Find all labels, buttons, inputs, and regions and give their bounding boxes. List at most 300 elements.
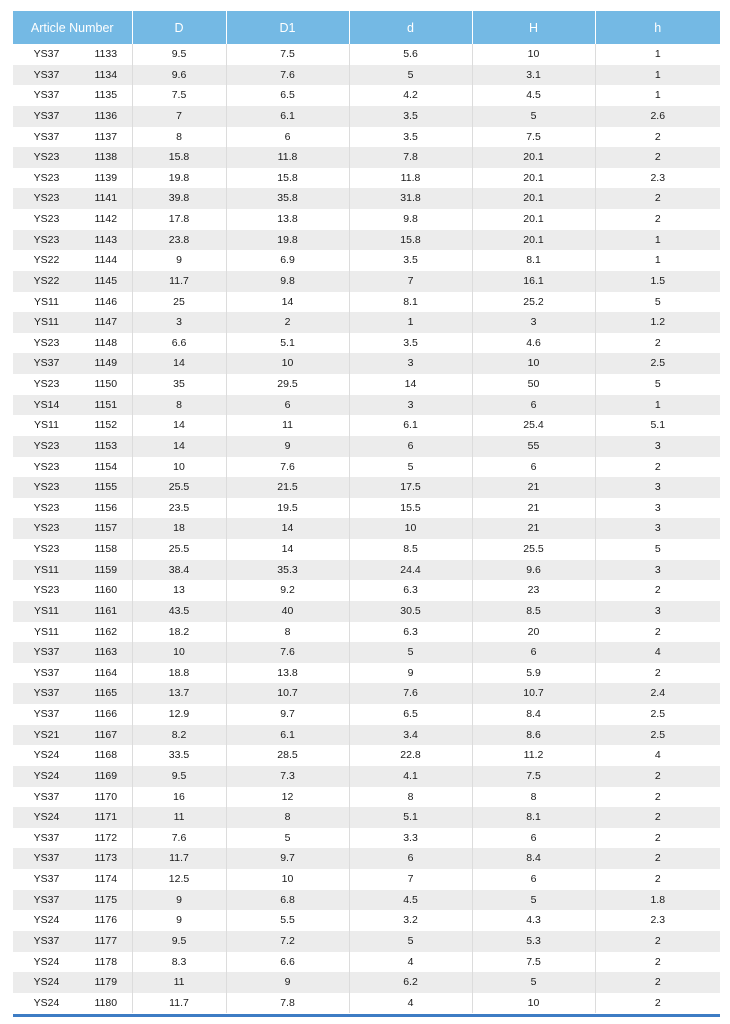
cell-D: 25.5 — [132, 539, 226, 560]
cell-article-no: 1152 — [80, 415, 132, 436]
cell-d: 7.6 — [349, 683, 472, 704]
cell-D: 8 — [132, 127, 226, 148]
cell-series: YS37 — [13, 683, 80, 704]
cell-D1: 11 — [226, 415, 349, 436]
cell-D1: 7.6 — [226, 65, 349, 86]
cell-article-no: 1170 — [80, 787, 132, 808]
cell-series: YS37 — [33, 790, 60, 803]
article-dimensions-table — [13, 11, 720, 1013]
cell-h: 2 — [654, 873, 661, 886]
cell-D1: 7.3 — [226, 766, 349, 787]
cell-D: 14 — [132, 353, 226, 374]
cell-series: YS23 — [13, 188, 80, 209]
cell-D1: 6.1 — [226, 725, 349, 746]
cell-h: 5 — [654, 543, 661, 556]
cell-H: 25.2 — [472, 292, 595, 313]
table-row — [13, 745, 720, 766]
table-row — [13, 518, 720, 539]
cell-D: 23.8 — [132, 230, 226, 251]
table-row — [13, 952, 720, 973]
table-row — [13, 292, 720, 313]
cell-series: YS21 — [13, 725, 80, 746]
cell-series: YS11 — [13, 312, 80, 333]
cell-H: 9.6 — [472, 560, 595, 581]
cell-h: 4 — [654, 749, 661, 762]
cell-D1: 9.7 — [226, 848, 349, 869]
header-h: h — [595, 11, 720, 44]
cell-article-no: 1169 — [80, 766, 132, 787]
cell-article-no: 1165 — [80, 683, 132, 704]
cell-article-no: 1149 — [80, 353, 132, 374]
cell-series: YS11 — [13, 560, 80, 581]
cell-series: YS23 — [13, 477, 80, 498]
cell-article-no: 1160 — [80, 580, 132, 601]
cell-article-no: 1139 — [80, 168, 132, 189]
cell-H: 16.1 — [472, 271, 595, 292]
cell-D: 9 — [132, 890, 226, 911]
cell-series: YS37 — [33, 708, 60, 721]
cell-D: 9 — [132, 250, 226, 271]
cell-d: 7 — [349, 869, 472, 890]
cell-series: YS11 — [13, 601, 80, 622]
cell-D: 11.7 — [132, 993, 226, 1014]
cell-D1: 6.9 — [226, 250, 349, 271]
cell-h: 2 — [654, 336, 661, 349]
cell-D1: 7.6 — [226, 457, 349, 478]
cell-article-no: 1156 — [80, 498, 132, 519]
cell-D: 19.8 — [132, 168, 226, 189]
cell-H: 7.5 — [472, 127, 595, 148]
cell-article-no: 1180 — [80, 993, 132, 1014]
table-row — [13, 642, 720, 663]
cell-article-no: 1166 — [80, 704, 132, 725]
cell-article-no: 1134 — [80, 65, 132, 86]
cell-D: 7 — [132, 106, 226, 127]
table-row — [13, 209, 720, 230]
cell-d: 4.5 — [349, 890, 472, 911]
table-row — [13, 353, 720, 374]
cell-series: YS37 — [33, 130, 60, 143]
cell-series: YS23 — [33, 213, 60, 226]
cell-series: YS37 — [33, 48, 60, 61]
cell-D: 14 — [132, 415, 226, 436]
table-row — [13, 560, 720, 581]
table-row — [13, 601, 720, 622]
cell-h: 2.3 — [650, 171, 666, 184]
cell-H: 10.7 — [472, 683, 595, 704]
header-D: D — [132, 11, 226, 44]
cell-D1: 14 — [226, 292, 349, 313]
table-row — [13, 457, 720, 478]
cell-H: 21 — [472, 477, 595, 498]
table-header-row — [13, 11, 720, 44]
cell-article-no: 1163 — [80, 642, 132, 663]
cell-h: 1 — [595, 230, 720, 251]
cell-H: 4.5 — [472, 85, 595, 106]
cell-h: 2 — [595, 807, 720, 828]
cell-H: 10 — [472, 44, 595, 65]
cell-D1: 19.5 — [226, 498, 349, 519]
cell-series: YS37 — [13, 931, 80, 952]
cell-h: 2 — [595, 188, 720, 209]
cell-series: YS24 — [33, 914, 60, 927]
table-row — [13, 725, 720, 746]
cell-series: YS37 — [13, 890, 80, 911]
cell-h: 5 — [654, 295, 661, 308]
cell-H: 6 — [472, 642, 595, 663]
cell-article-no: 1154 — [80, 457, 132, 478]
cell-H: 7.5 — [472, 766, 595, 787]
cell-D: 16 — [132, 787, 226, 808]
cell-D1: 35.8 — [226, 188, 349, 209]
cell-article-no: 1151 — [80, 395, 132, 416]
table-row — [13, 807, 720, 828]
cell-d: 3.5 — [349, 250, 472, 271]
table-row — [13, 683, 720, 704]
cell-D: 43.5 — [132, 601, 226, 622]
cell-H: 20.1 — [472, 188, 595, 209]
cell-d: 30.5 — [349, 601, 472, 622]
cell-H: 8.1 — [472, 250, 595, 271]
cell-h: 2 — [595, 972, 720, 993]
cell-h: 2 — [595, 766, 720, 787]
cell-D1: 8 — [226, 622, 349, 643]
cell-H: 8.6 — [472, 725, 595, 746]
table-row — [13, 477, 720, 498]
cell-D: 23.5 — [132, 498, 226, 519]
cell-D: 9 — [132, 910, 226, 931]
cell-d: 6.3 — [349, 580, 472, 601]
cell-article-no: 1179 — [80, 972, 132, 993]
table-row — [13, 230, 720, 251]
cell-article-no: 1143 — [80, 230, 132, 251]
cell-D: 7.6 — [132, 828, 226, 849]
cell-d: 31.8 — [349, 188, 472, 209]
cell-article-no: 1141 — [80, 188, 132, 209]
cell-series: YS24 — [13, 972, 80, 993]
cell-d: 5 — [349, 931, 472, 952]
cell-H: 20.1 — [472, 209, 595, 230]
table-row — [13, 312, 720, 333]
cell-d: 11.8 — [349, 168, 472, 189]
cell-d: 15.8 — [349, 230, 472, 251]
cell-article-no: 1136 — [80, 106, 132, 127]
cell-d: 5 — [349, 457, 472, 478]
cell-h: 2.6 — [595, 106, 720, 127]
cell-D: 12.5 — [132, 869, 226, 890]
cell-H: 8.1 — [472, 807, 595, 828]
cell-article-no: 1150 — [80, 374, 132, 395]
cell-D: 11.7 — [132, 271, 226, 292]
cell-article-no: 1174 — [80, 869, 132, 890]
cell-D1: 35.3 — [226, 560, 349, 581]
cell-series: YS23 — [33, 501, 60, 514]
cell-h: 1 — [595, 65, 720, 86]
cell-D1: 6.8 — [226, 890, 349, 911]
table-row — [13, 333, 720, 354]
cell-h: 2 — [654, 130, 661, 143]
cell-series: YS22 — [13, 271, 80, 292]
cell-d: 6.2 — [349, 972, 472, 993]
cell-D1: 29.5 — [226, 374, 349, 395]
cell-article-no: 1172 — [80, 828, 132, 849]
cell-article-no: 1162 — [80, 622, 132, 643]
cell-h: 2.4 — [595, 683, 720, 704]
cell-D1: 5 — [226, 828, 349, 849]
cell-D1: 40 — [226, 601, 349, 622]
table-row — [13, 415, 720, 436]
article-table-container — [13, 11, 720, 1013]
cell-H: 5 — [472, 106, 595, 127]
cell-H: 21 — [472, 498, 595, 519]
cell-article-no: 1173 — [80, 848, 132, 869]
cell-D1: 6 — [226, 395, 349, 416]
cell-article-no: 1153 — [80, 436, 132, 457]
cell-D1: 5.5 — [226, 910, 349, 931]
cell-h: 2 — [654, 790, 661, 803]
cell-article-no: 1159 — [80, 560, 132, 581]
cell-D1: 6.5 — [226, 85, 349, 106]
cell-D: 9.5 — [132, 766, 226, 787]
table-row — [13, 890, 720, 911]
cell-D: 39.8 — [132, 188, 226, 209]
cell-D: 8.3 — [132, 952, 226, 973]
table-row — [13, 787, 720, 808]
cell-h: 2 — [595, 848, 720, 869]
cell-H: 23 — [472, 580, 595, 601]
cell-D: 13 — [132, 580, 226, 601]
cell-series: YS23 — [13, 230, 80, 251]
cell-article-no: 1175 — [80, 890, 132, 911]
table-row — [13, 622, 720, 643]
cell-h: 4 — [595, 642, 720, 663]
table-row — [13, 436, 720, 457]
cell-d: 4.1 — [349, 766, 472, 787]
cell-D1: 14 — [226, 539, 349, 560]
cell-H: 10 — [472, 353, 595, 374]
cell-H: 20.1 — [472, 147, 595, 168]
cell-H: 20.1 — [472, 168, 595, 189]
cell-D: 6.6 — [132, 333, 226, 354]
cell-D: 13.7 — [132, 683, 226, 704]
cell-d: 3.3 — [349, 828, 472, 849]
cell-D1: 15.8 — [226, 168, 349, 189]
table-row — [13, 910, 720, 931]
cell-D1: 14 — [226, 518, 349, 539]
cell-d: 8.1 — [349, 292, 472, 313]
table-row — [13, 766, 720, 787]
table-row — [13, 374, 720, 395]
cell-h: 2.3 — [650, 914, 666, 927]
cell-d: 5.6 — [349, 44, 472, 65]
cell-article-no: 1133 — [80, 44, 132, 65]
cell-h: 1.5 — [595, 271, 720, 292]
cell-D1: 9 — [226, 972, 349, 993]
cell-D1: 9.8 — [226, 271, 349, 292]
cell-h: 3 — [654, 501, 661, 514]
cell-H: 3.1 — [472, 65, 595, 86]
cell-H: 50 — [472, 374, 595, 395]
cell-article-no: 1155 — [80, 477, 132, 498]
cell-article-no: 1161 — [80, 601, 132, 622]
cell-d: 3.5 — [349, 106, 472, 127]
cell-D: 18.8 — [132, 663, 226, 684]
table-row — [13, 250, 720, 271]
cell-D1: 6 — [226, 127, 349, 148]
cell-H: 8.4 — [472, 704, 595, 725]
cell-h: 2.5 — [650, 708, 666, 721]
cell-h: 3 — [595, 436, 720, 457]
cell-series: YS24 — [33, 955, 60, 968]
cell-series: YS22 — [33, 254, 60, 267]
table-row — [13, 828, 720, 849]
table-row — [13, 395, 720, 416]
cell-d: 6 — [349, 436, 472, 457]
cell-d: 3.4 — [349, 725, 472, 746]
cell-d: 7.8 — [349, 147, 472, 168]
cell-D1: 13.8 — [226, 209, 349, 230]
cell-D1: 5.1 — [226, 333, 349, 354]
cell-article-no: 1171 — [80, 807, 132, 828]
cell-D1: 28.5 — [226, 745, 349, 766]
cell-d: 3.2 — [349, 910, 472, 931]
cell-d: 4 — [349, 952, 472, 973]
cell-D1: 7.8 — [226, 993, 349, 1014]
cell-d: 15.5 — [349, 498, 472, 519]
cell-d: 8.5 — [349, 539, 472, 560]
cell-series: YS37 — [13, 353, 80, 374]
cell-article-no: 1157 — [80, 518, 132, 539]
cell-d: 8 — [349, 787, 472, 808]
cell-D: 9.6 — [132, 65, 226, 86]
cell-H: 4.3 — [472, 910, 595, 931]
cell-h: 2 — [654, 831, 661, 844]
cell-D: 10 — [132, 642, 226, 663]
cell-d: 14 — [349, 374, 472, 395]
table-row — [13, 663, 720, 684]
table-row — [13, 972, 720, 993]
cell-article-no: 1167 — [80, 725, 132, 746]
table-row — [13, 848, 720, 869]
cell-series: YS23 — [33, 584, 60, 597]
cell-d: 6.3 — [349, 622, 472, 643]
cell-series: YS37 — [13, 65, 80, 86]
cell-D: 8 — [132, 395, 226, 416]
cell-D1: 9 — [226, 436, 349, 457]
cell-article-no: 1158 — [80, 539, 132, 560]
cell-article-no: 1176 — [80, 910, 132, 931]
cell-series: YS24 — [33, 996, 60, 1009]
cell-d: 4.2 — [349, 85, 472, 106]
cell-h: 1.2 — [595, 312, 720, 333]
cell-h: 1 — [595, 395, 720, 416]
cell-D: 12.9 — [132, 704, 226, 725]
cell-D: 14 — [132, 436, 226, 457]
cell-h: 3 — [595, 560, 720, 581]
cell-H: 3 — [472, 312, 595, 333]
cell-series: YS23 — [13, 436, 80, 457]
cell-D1: 12 — [226, 787, 349, 808]
cell-series: YS37 — [33, 873, 60, 886]
cell-H: 6 — [472, 457, 595, 478]
cell-h: 5 — [654, 378, 661, 391]
header-d: d — [349, 11, 472, 44]
cell-series: YS14 — [13, 395, 80, 416]
cell-H: 5 — [472, 972, 595, 993]
cell-d: 4 — [349, 993, 472, 1014]
cell-H: 8.5 — [472, 601, 595, 622]
table-row — [13, 147, 720, 168]
cell-article-no: 1147 — [80, 312, 132, 333]
cell-h: 3 — [595, 601, 720, 622]
cell-article-no: 1168 — [80, 745, 132, 766]
cell-d: 3 — [349, 353, 472, 374]
cell-D1: 21.5 — [226, 477, 349, 498]
cell-d: 17.5 — [349, 477, 472, 498]
table-row — [13, 168, 720, 189]
cell-D: 10 — [132, 457, 226, 478]
table-row — [13, 85, 720, 106]
cell-series: YS11 — [34, 625, 59, 638]
cell-H: 6 — [472, 869, 595, 890]
cell-article-no: 1138 — [80, 147, 132, 168]
cell-H: 20.1 — [472, 230, 595, 251]
table-row — [13, 271, 720, 292]
cell-D1: 9.2 — [226, 580, 349, 601]
table-row — [13, 106, 720, 127]
cell-series: YS23 — [13, 518, 80, 539]
cell-D: 9.5 — [132, 44, 226, 65]
cell-D1: 7.5 — [226, 44, 349, 65]
table-row — [13, 498, 720, 519]
cell-series: YS11 — [34, 295, 59, 308]
cell-h: 1 — [654, 48, 661, 61]
table-row — [13, 44, 720, 65]
cell-h: 2 — [654, 460, 661, 473]
cell-D1: 11.8 — [226, 147, 349, 168]
cell-d: 6.5 — [349, 704, 472, 725]
cell-article-no: 1146 — [80, 292, 132, 313]
cell-series: YS24 — [13, 766, 80, 787]
cell-H: 25.5 — [472, 539, 595, 560]
bottom-rule — [13, 1014, 720, 1017]
cell-h: 1.8 — [595, 890, 720, 911]
cell-H: 25.4 — [472, 415, 595, 436]
cell-d: 3.5 — [349, 333, 472, 354]
cell-series: YS37 — [13, 642, 80, 663]
cell-D1: 2 — [226, 312, 349, 333]
cell-D: 18 — [132, 518, 226, 539]
table-row — [13, 931, 720, 952]
cell-D: 18.2 — [132, 622, 226, 643]
cell-series: YS23 — [13, 147, 80, 168]
cell-series: YS37 — [13, 106, 80, 127]
cell-h: 2 — [654, 625, 661, 638]
table-row — [13, 127, 720, 148]
cell-H: 20 — [472, 622, 595, 643]
cell-H: 5.3 — [472, 931, 595, 952]
cell-D1: 8 — [226, 807, 349, 828]
cell-D: 17.8 — [132, 209, 226, 230]
cell-H: 11.2 — [472, 745, 595, 766]
cell-d: 3.5 — [349, 127, 472, 148]
cell-series: YS23 — [33, 543, 60, 556]
cell-H: 8.4 — [472, 848, 595, 869]
cell-d: 24.4 — [349, 560, 472, 581]
table-body — [13, 44, 720, 1013]
cell-h: 2.5 — [595, 725, 720, 746]
cell-D: 38.4 — [132, 560, 226, 581]
